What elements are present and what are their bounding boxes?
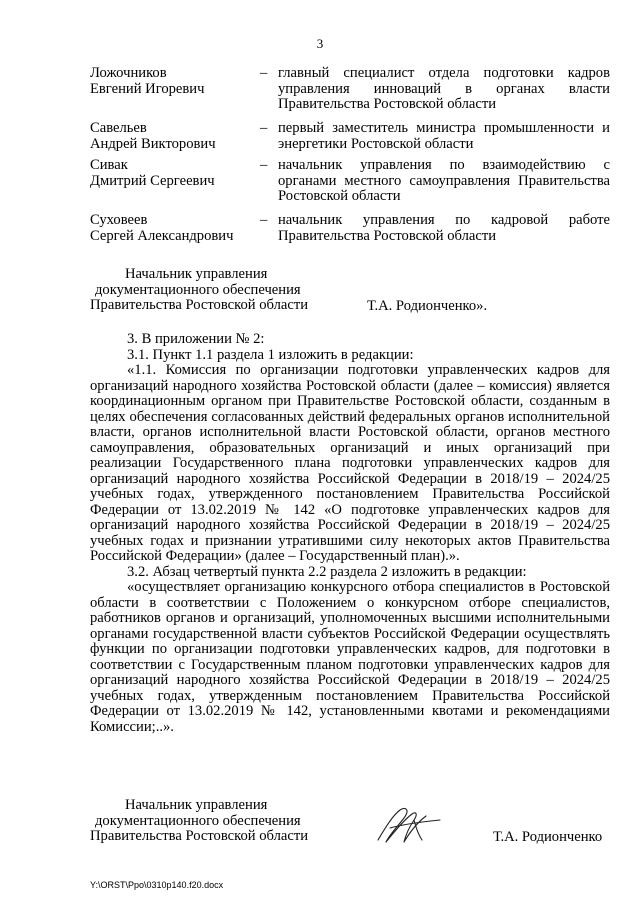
file-path-footer: Y:\ORST\Ppo\0310p140.f20.docx [90, 880, 224, 890]
handwritten-signature-icon [370, 800, 445, 852]
signature-title-line: Правительства Ростовской области [90, 297, 309, 313]
signature-name: Т.А. Родионченко [493, 829, 603, 845]
signature-name: Т.А. Родионченко». [367, 298, 488, 314]
member-entry [90, 213, 610, 247]
member-dash: – [260, 120, 268, 136]
member-dash: – [260, 212, 268, 228]
member-dash: – [260, 65, 268, 81]
member-name: Савельев Андрей Викторович [90, 120, 216, 152]
member-position: начальник управления по кадровой работе Правительства Ростовской области [278, 212, 610, 244]
member-entry [90, 158, 610, 208]
signature-block [90, 798, 308, 845]
paragraph: 3.2. Абзац четвертый пункта 2.2 раздела 2 изложить в редакции: [127, 563, 527, 580]
paragraph: 3. В приложении № 2: [127, 331, 265, 347]
member-name: Ложочников Евгений Игоревич [90, 65, 205, 97]
document-body [90, 332, 610, 735]
paragraph: «1.1. Комиссия по организации подготовки управленческих кадров для организаций народного хозяйства Ростовской области (далее – комиссия) является координационным органом при Правительстве Ростовской области, созданным в целях обеспечения согласованных действий федеральных органов исполнительной власти, органов исполнительной власти Ростовской области, органов местного самоуправления, образовательных организаций и иных организаций при реализации Государственного плана подготовки управленческих кадров для организаций народного хозяйства Российской Федерации в 2018/19 – 2024/25 учебных годах, утвержденного постановлением Правительства Российской Федерации от 13.02.2019 № 142 «О подготовке управленческих кадров для организаций народного хозяйства Российской Федерации в 2018/19 – 2024/25 учебных годах и признании утратившими силу некоторых актов Правительства Российской Федерации» (далее – Государственный план).». [90, 362, 610, 564]
signature-title-line: Начальник управления [125, 797, 268, 813]
member-entry [90, 121, 610, 155]
member-name: Суховеев Сергей Александрович [90, 212, 234, 244]
paragraph: 3.1. Пункт 1.1 раздела 1 изложить в редакции: [127, 346, 414, 363]
member-position: первый заместитель министра промышленности и энергетики Ростовской области [278, 120, 610, 152]
signature-title-line: Правительства Ростовской области [90, 828, 309, 844]
signature-title-line: документационного обеспечения [95, 281, 301, 298]
signature-title-line: Начальник управления [125, 266, 268, 282]
signature-block [90, 267, 308, 314]
member-position: главный специалист отдела подготовки кадров управления инноваций в органах власти Правительства Ростовской области [278, 65, 610, 112]
page-number: 3 [316, 36, 324, 51]
member-name: Сивак Дмитрий Сергеевич [90, 157, 215, 189]
member-dash: – [260, 157, 268, 173]
paragraph: «осуществляет организацию конкурсного отбора специалистов в Ростовской области в соответствии с Положением о конкурсном отборе специалистов, работников органов и организаций, уполномоченных высшими исполнительными органами государственной власти субъектов Российской Федерации осуществлять функции по организации подготовки управленческих кадров, для подготовки в соответствии с Государственным планом подготовки управленческих кадров для организаций народного хозяйства Российской Федерации в 2018/19 – 2024/25 учебных годах, утвержденным постановлением Правительства Российской Федерации от 13.02.2019 № 142, установленными квотами и рекомендациями Комиссии;..». [90, 579, 610, 735]
member-position: начальник управления по взаимодействию с органами местного самоуправления Правительства Ростовской области [278, 157, 610, 204]
member-entry [90, 66, 610, 116]
signature-title-line: документационного обеспечения [95, 812, 301, 829]
